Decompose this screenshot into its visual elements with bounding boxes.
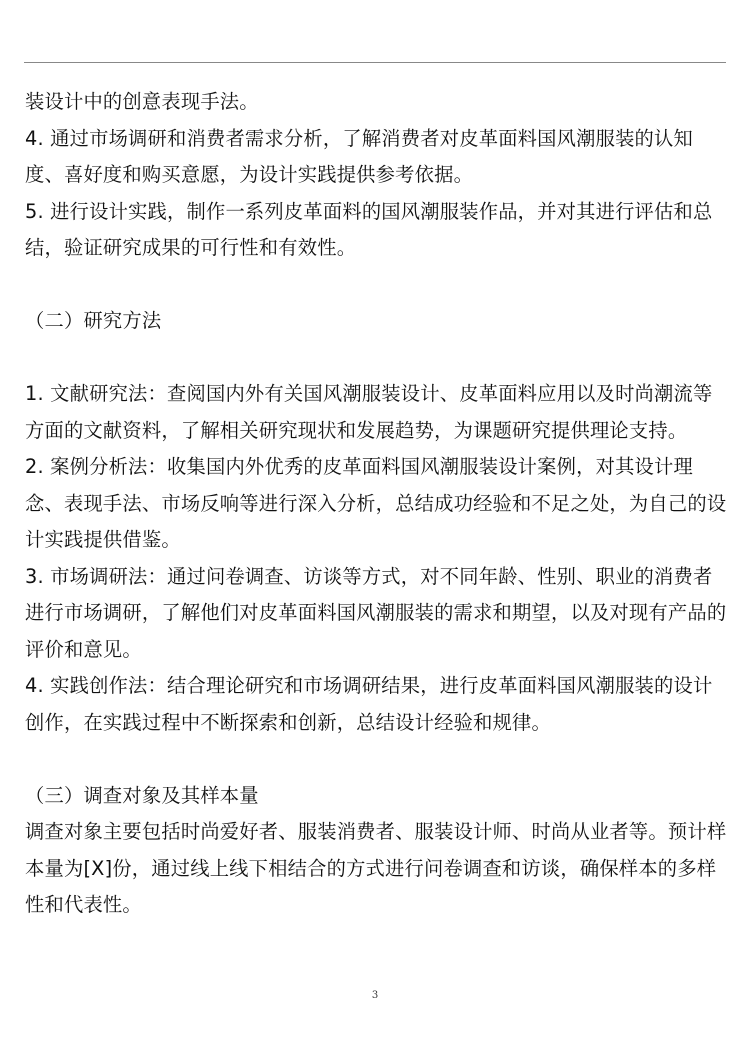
method-item-4: 4. 实践创作法：结合理论研究和市场调研结果，进行皮革面料国风潮服装的设计创作，在实践过程中不断探索和创新，总结设计经验和规律。	[25, 674, 713, 734]
section-heading-research-methods: （二）研究方法	[25, 309, 162, 332]
method-item-2: 2. 案例分析法：收集国内外优秀的皮革面料国风潮服装设计案例，对其设计理念、表现手法、市场反响等进行深入分析，总结成功经验和不足之处，为自己的设计实践提供借鉴。	[25, 455, 727, 551]
section-heading-survey-subjects: （三）调查对象及其样本量	[25, 783, 259, 807]
method-item-1: 1. 文献研究法：查阅国内外有关国风潮服装设计、皮革面料应用以及时尚潮流等方面的文献资料，了解相关研究现状和发展趋势，为课题研究提供理论支持。	[25, 382, 713, 442]
paragraph-continuation: 装设计中的创意表现手法。	[25, 90, 259, 113]
method-item-3: 3. 市场调研法：通过问卷调查、访谈等方式，对不同年龄、性别、职业的消费者进行市场调研，了解他们对皮革面料国风潮服装的需求和期望，以及对现有产品的评价和意见。	[25, 564, 727, 661]
paragraph-item-4: 4. 通过市场调研和消费者需求分析，了解消费者对皮革面料国风潮服装的认知度、喜好度和购买意愿，为设计实践提供参考依据。	[25, 126, 694, 186]
page-number: 3	[371, 990, 379, 1001]
header-rule	[24, 62, 726, 63]
paragraph-item-5: 5. 进行设计实践，制作一系列皮革面料的国风潮服装作品，并对其进行评估和总结，验证研究成果的可行性和有效性。	[25, 199, 713, 259]
page-body	[25, 84, 727, 924]
survey-subjects-body: 调查对象主要包括时尚爱好者、服装消费者、服装设计师、时尚从业者等。预计样本量为[X]份，通过线上线下相结合的方式进行问卷调查和访谈，确保样本的多样性和代表性。	[25, 820, 727, 916]
